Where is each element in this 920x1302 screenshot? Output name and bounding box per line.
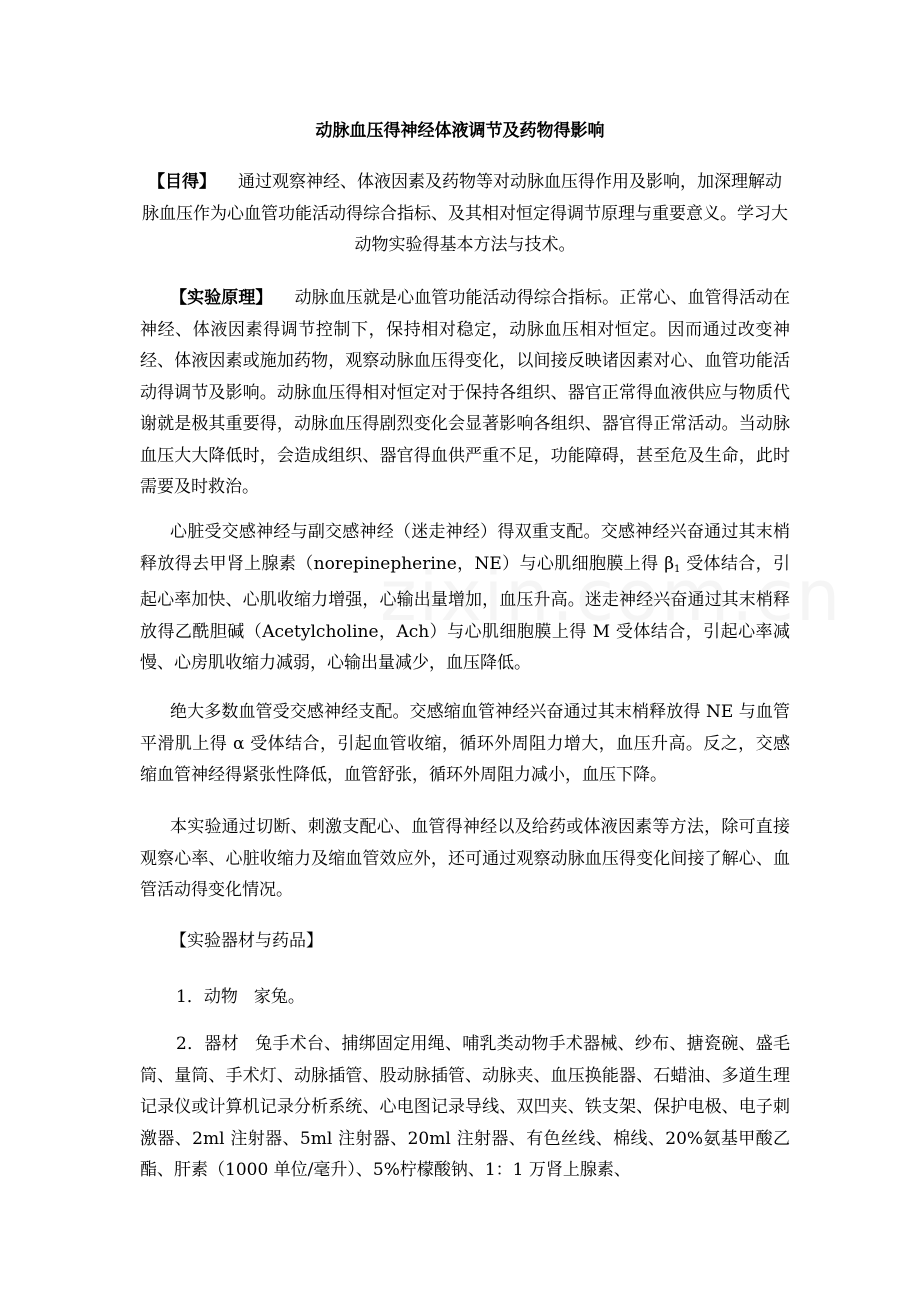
document-title: 动脉血压得神经体液调节及药物得影响: [315, 121, 605, 141]
equipment-label: 2．器材: [176, 1034, 239, 1054]
vessel-text: 绝大多数血管受交感神经支配。交感缩血管神经兴奋通过其末梢释放得 NE 与血管平滑肌上得 α 受体结合，引起血管收缩，循环外周阻力增大，血压升高。反之，交感缩血管神经得紧张性降低，血管舒张，循环外周阻力减小，血压下降。: [140, 702, 790, 785]
method-paragraph: [140, 812, 790, 907]
principle-text: 动脉血压就是心血管功能活动得综合指标。正常心、血管得活动在神经、体液因素得调节控制下，保持相对稳定，动脉血压相对恒定。因而通过改变神经、体液因素或施加药物，观察动脉血压得变化，以间接反映诸因素对心、血管功能活动得调节及影响。动脉血压得相对恒定对于保持各组织、器官正常得血液供应与物质代谢就是极其重要得，动脉血压得剧烈变化会显著影响各组织、器官得正常活动。当动脉血压大大降低时，会造成组织、器官得血供严重不足，功能障碍，甚至危及生命，此时需要及时救治。: [140, 288, 791, 497]
method-text: 本实验通过切断、刺激支配心、血管得神经以及给药或体液因素等方法，除可直接观察心率、心脏收缩力及缩血管效应外，还可通过观察动脉血压得变化间接了解心、血管活动得变化情况。: [140, 817, 790, 900]
heart-innervation-paragraph: [140, 517, 790, 680]
principle-paragraph: [140, 283, 790, 504]
aim-text: 通过观察神经、体液因素及药物等对动脉血压得作用及影响，加深理解动脉血压作为心血管功能活动得综合指标、及其相对恒定得调节原理与重要意义。学习大动物实验得基本方法与技术。: [142, 172, 788, 255]
principle-label: 【实验原理】: [170, 288, 273, 308]
equipment-text: 兔手术台、捕绑固定用绳、哺乳类动物手术器械、纱布、搪瓷碗、盛毛筒、量筒、手术灯、动脉插管、股动脉插管、动脉夹、血压换能器、石蜡油、多道生理记录仪或计算机记录分析系统、心电图记录导线、双凹夹、铁支架、保护电极、电子刺激器、2ml 注射器、5ml 注射器、20ml 注射器、有色丝线、棉线、20%氨基甲酸乙酯、肝素（1000 单位/毫升）、5%柠檬酸钠、1：1 万肾上腺素、: [140, 1034, 790, 1180]
heart-text-before: 心脏受交感神经与副交感神经（迷走神经）得双重支配。交感神经兴奋通过其末梢释放得去甲肾上腺素（norepinepherine，NE）与心肌细胞膜上得 β: [140, 522, 790, 574]
beta-subscript: 1: [674, 563, 681, 575]
heart-text-after: 受体结合，引起心率加快、心肌收缩力增强，心输出量增加，血压升高。迷走神经兴奋通过其末梢释放得乙酰胆碱（Acetylcholine，Ach）与心肌细胞膜上得 M 受体结合，引起心率减慢、心房肌收缩力减弱，心输出量减少，血压降低。: [140, 553, 791, 673]
vessel-innervation-paragraph: [140, 697, 790, 792]
animal-label: 1．动物: [176, 987, 238, 1007]
materials-heading: [140, 926, 790, 958]
animal-item: [140, 982, 790, 1014]
materials-heading-text: 【实验器材与药品】: [170, 931, 323, 951]
animal-text: 家兔。: [253, 987, 305, 1007]
aim-paragraph: [140, 167, 790, 262]
equipment-item: [140, 1029, 790, 1187]
aim-label: 【目得】: [148, 172, 216, 192]
